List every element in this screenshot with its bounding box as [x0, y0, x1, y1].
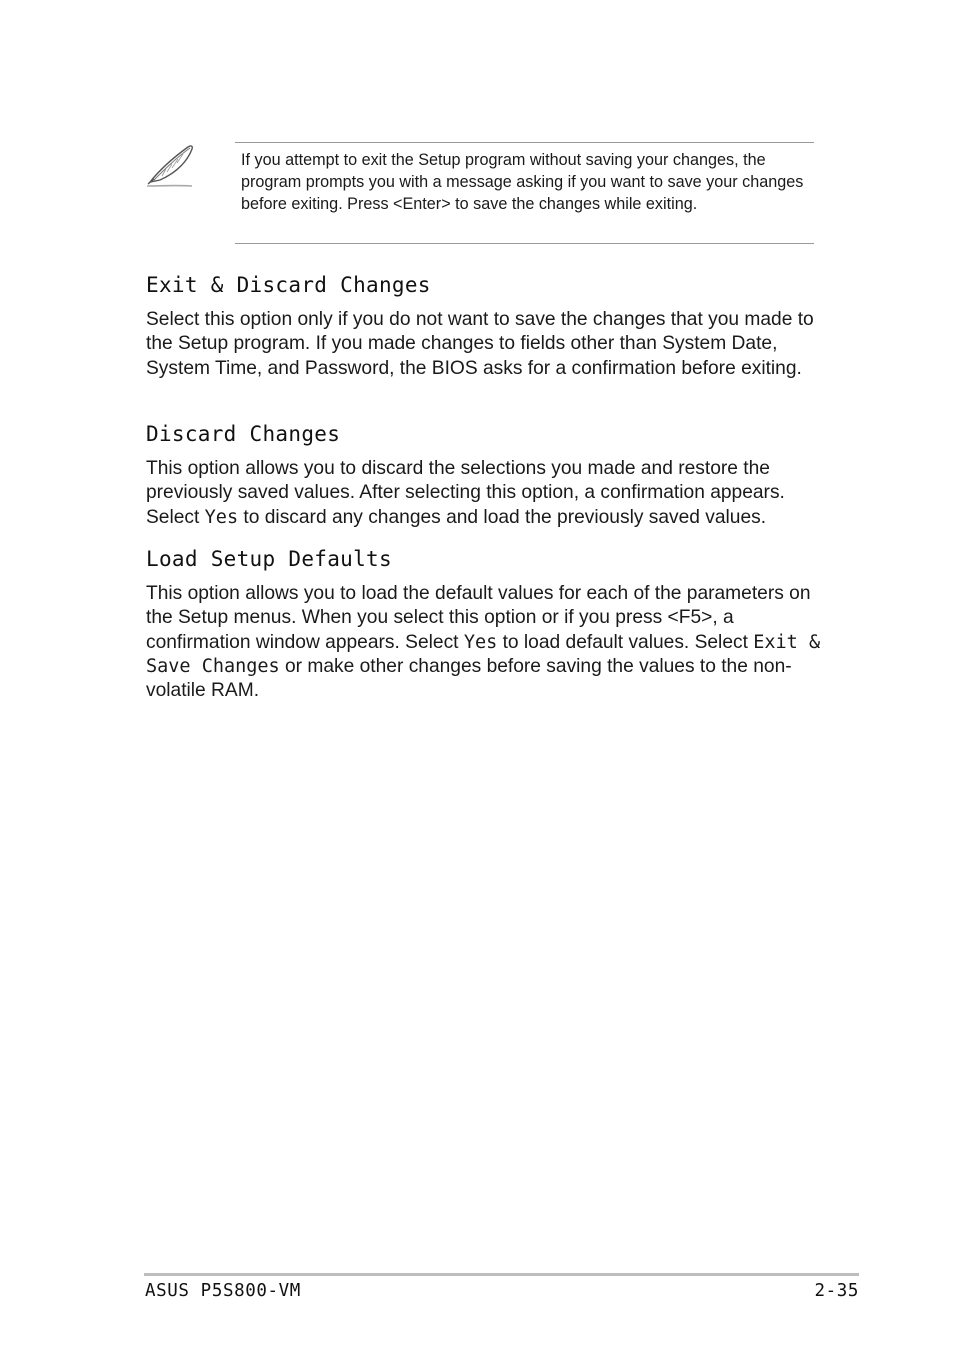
para-text: This option allows you to discard the selections you made and restore the previously saved values. After selecting this option, a confirmation appears. Select [146, 458, 785, 528]
option-exit-save-changes: Exit & Save Changes [146, 631, 821, 677]
footer-page-number: 2-35 [814, 1281, 859, 1301]
para-text: or make other changes before saving the values to the non-volatile RAM. [146, 655, 792, 702]
heading-load-setup-defaults: Load Setup Defaults [146, 547, 392, 571]
para-exit-discard-changes: Select this option only if you do not want to save the changes that you made to the Setup program. If you made changes to fields other than System Date, System Time, and Password, the BIOS asks for a confirmation before exiting. [146, 309, 814, 379]
para-text: to discard any changes and load the previously saved values. [238, 506, 767, 528]
note-box [235, 142, 814, 244]
note-text: If you attempt to exit the Setup program without saving your changes, the program prompts you with a message asking if you want to save your changes before exiting. Press <Enter> to save the changes while exiting. [241, 151, 804, 213]
option-yes: Yes [204, 506, 239, 528]
para-text: This option allows you to load the default values for each of the parameters on the Setup menus. When you select this option or if you press <F5>, a confirmation window appears. Select [146, 583, 811, 653]
option-yes: Yes [463, 631, 498, 653]
para-text: to load default values. Select [497, 631, 754, 653]
heading-discard-changes: Discard Changes [146, 422, 341, 446]
footer-rule [144, 1273, 859, 1276]
feather-pen-icon [144, 142, 196, 188]
para-discard-changes [146, 457, 822, 530]
para-load-setup-defaults [146, 582, 822, 703]
heading-exit-discard-changes: Exit & Discard Changes [146, 273, 431, 297]
footer-product-name: ASUS P5S800-VM [145, 1281, 301, 1301]
